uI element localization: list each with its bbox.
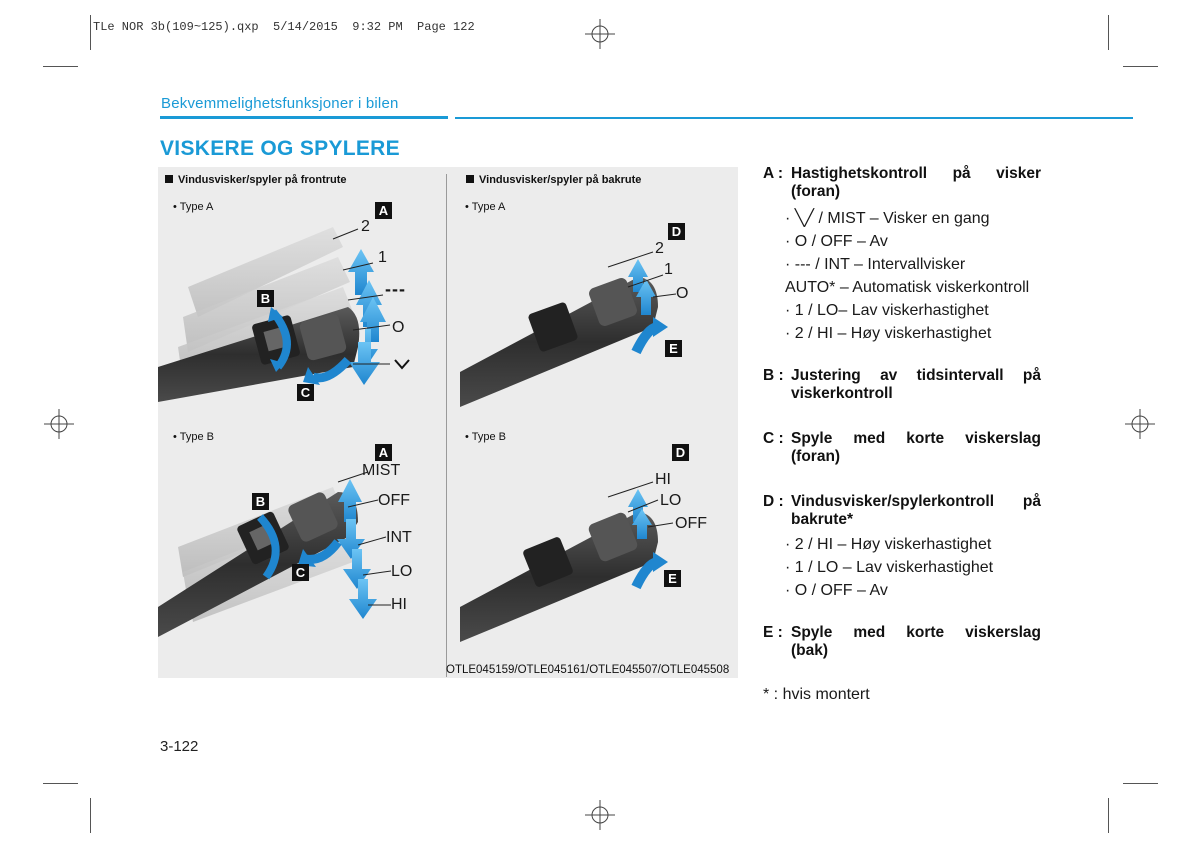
panel-rear-title: Vindusvisker/spyler på bakrute: [466, 174, 641, 186]
page-title: VISKERE OG SPYLERE: [160, 137, 400, 160]
list-item: · O / OFF – Av: [785, 582, 888, 599]
list-item: AUTO* – Automatisk viskerkontroll: [785, 279, 1030, 296]
label-lo-rear-b: LO: [660, 492, 682, 509]
definition-a: A : Hastighetskontroll på visker (foran): [763, 165, 1041, 200]
registration-mark-right: [1125, 409, 1155, 439]
badge-c-front-type-b: C: [292, 564, 309, 581]
badge-d-rear-type-a: D: [668, 223, 685, 240]
section-header: Bekvemmelighetsfunksjoner i bilen: [161, 95, 399, 112]
label-interval-front-a: ---: [385, 279, 406, 299]
mist-v-icon: [394, 358, 410, 370]
list-item: · 1 / LO– Lav viskerhastighet: [785, 302, 989, 319]
badge-b-front-type-b: B: [252, 493, 269, 510]
rear-type-a-label: • Type A: [465, 201, 506, 213]
label-off-front-b: OFF: [378, 492, 410, 509]
wiper-illustration: [158, 167, 738, 678]
list-item: · --- / INT – Intervallvisker: [785, 256, 966, 273]
label-off-front-a: O: [392, 319, 405, 336]
list-item: · ╲╱ / MIST – Visker en gang: [785, 210, 990, 227]
rear-type-a-stalk: [460, 276, 658, 407]
definition-d: D : Vindusvisker/spylerkontroll på bakrute*: [763, 493, 1041, 528]
badge-a-front-type-a: A: [375, 202, 392, 219]
list-item: · 1 / LO – Lav viskerhastighet: [785, 559, 994, 576]
badge-e-rear-type-a: E: [665, 340, 682, 357]
label-speed-1-front-a: 1: [378, 249, 387, 266]
label-hi-front-b: HI: [391, 596, 407, 613]
label-speed-2-rear-a: 2: [655, 240, 664, 257]
registration-mark-bottom: [585, 800, 615, 830]
list-item: · 2 / HI – Høy viskerhastighet: [785, 325, 992, 342]
label-off-rear-a: O: [676, 285, 689, 302]
badge-d-rear-type-b: D: [672, 444, 689, 461]
badge-b-front-type-a: B: [257, 290, 274, 307]
footnote: * : hvis montert: [763, 686, 870, 703]
label-mist-front-b: MIST: [362, 462, 401, 479]
registration-mark-left: [44, 409, 74, 439]
figure-caption: OTLE045159/OTLE045161/OTLE045507/OTLE045508: [446, 664, 730, 676]
list-item: · O / OFF – Av: [785, 233, 888, 250]
label-int-front-b: INT: [386, 529, 412, 546]
front-type-b-label: • Type B: [173, 431, 214, 443]
badge-c-front-type-a: C: [297, 384, 314, 401]
page-number: 3-122: [160, 738, 199, 755]
label-lo-front-b: LO: [391, 563, 413, 580]
label-speed-1-rear-a: 1: [664, 261, 673, 278]
definition-a-list: [763, 207, 1053, 345]
badge-a-front-type-b: A: [375, 444, 392, 461]
definition-e: E : Spyle med korte viskerslag (bak): [763, 624, 1041, 659]
definition-d-list: [763, 533, 1053, 602]
panel-front-title: Vindusvisker/spyler på frontrute: [165, 174, 347, 186]
list-item: · 2 / HI – Høy viskerhastighet: [785, 536, 992, 553]
rear-type-b-label: • Type B: [465, 431, 506, 443]
front-type-a-label: • Type A: [173, 201, 214, 213]
label-hi-rear-b: HI: [655, 471, 671, 488]
section-rule-left: [160, 116, 448, 119]
printer-slug: TLe NOR 3b(109~125).qxp 5/14/2015 9:32 PM Page 122: [93, 20, 475, 34]
definition-c: C : Spyle med korte viskerslag (foran): [763, 430, 1041, 465]
section-rule-right: [455, 117, 1133, 119]
registration-mark-top: [585, 19, 615, 49]
label-off-rear-b: OFF: [675, 515, 707, 532]
definition-b: B : Justering av tidsintervall på viskerkontroll: [763, 367, 1041, 402]
badge-e-rear-type-b: E: [664, 570, 681, 587]
rear-type-b-stalk: [460, 511, 658, 642]
label-speed-2-front-a: 2: [361, 218, 370, 235]
definitions: [763, 165, 1053, 704]
